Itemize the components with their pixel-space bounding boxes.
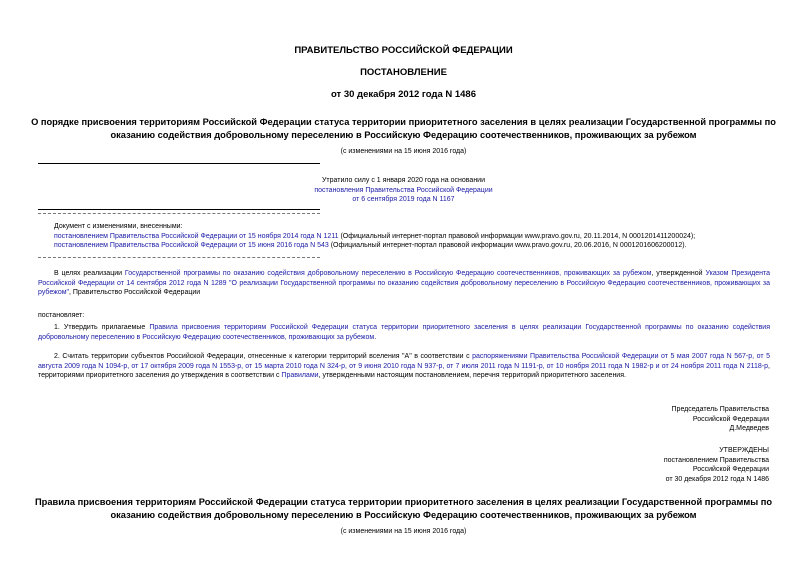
document-title-line1: О порядке присвоения территориям Российской Федерации статуса территории приоритетного заселения в целях реализации Государственной программы по (31, 117, 776, 127)
expired-line1: Утратило силу с 1 января 2020 года на основании (321, 177, 486, 184)
rules-changes-note: (с изменениями на 15 июня 2016 года) (340, 528, 467, 535)
presidential-decree-link[interactable]: Указом Президента Российской Федерации от 14 сентября 2012 года N 1289 "О реализации Государственной программы по оказанию содействия добровольному переселению в Российскую Федерацию соотечественников, проживающих за рубежом" (38, 270, 771, 296)
signature-position: Председатель Правительства (671, 406, 769, 413)
signature-name: Д.Медведев (729, 425, 769, 432)
approval-line: постановлением Правительства (663, 456, 769, 464)
document-title (30, 116, 777, 141)
expired-decree-link[interactable]: постановления Правительства Российской Федерации (314, 186, 493, 194)
changes-note: (с изменениями на 15 июня 2016 года) (340, 148, 467, 155)
government-heading: ПРАВИТЕЛЬСТВО РОССИЙСКОЙ ФЕДЕРАЦИИ (294, 45, 513, 56)
divider (38, 257, 320, 258)
rules-ref-link[interactable]: Правилами (281, 372, 319, 379)
expired-note (0, 176, 807, 205)
amendment-item: постановлением Правительства Российской Федерации от 15 июня 2016 года N 543 (Официальный интернет-портал правовой информации www.pravo.gov.ru, 20.06.2016, N 0001201606200012). (54, 242, 687, 249)
signature-block (500, 405, 769, 434)
item-2-paragraph: 2. Считать территории субъектов Российской Федерации, отнесенные к категории территорий вселения "А" в соответствии с распоряжениями Правительства Российской Федерации от 5 мая 2007 года N 567-р, от 5 августа 2009 года N 1094-р, от 17 октября 2009 года N 1553-р, от 15 марта 2010 года N 324-р, от 9 июня 2010 года N 937-р, от 7 июля 2011 года N 1191-р, от 10 ноября 2011 года N 1982-р и от 24 ноября 2011 года N 2118-р, территориями приоритетного заселения до утверждения в соответствии с Правилами, утвержденными настоящим постановлением, перечня территорий приоритетного заселения. (38, 353, 770, 379)
rules-link[interactable]: Правила присвоения территориям Российской Федерации статуса территории приоритетного заселения в целях реализации Государственной программы по оказанию содействия добровольному переселению в Российскую Федерацию соотечественников, проживающих за рубежом (38, 324, 770, 341)
approval-heading: УТВЕРЖДЕНЫ (719, 447, 769, 454)
amendment-link-2016[interactable]: постановлением Правительства Российской Федерации от 15 июня 2016 года N 543 (54, 242, 329, 249)
state-program-link[interactable]: Государственной программы по оказанию содействия добровольному переселению в Российскую Федерацию соотечественников, проживающих за рубежом (124, 270, 652, 277)
orders-link[interactable]: распоряжениями Правительства Российской Федерации от 5 мая 2007 года N 567-р, от 5 августа 2009 года N 1094-р, от 17 октября 2009 года N 1553-р, от 15 марта 2010 года N 324-р, от 9 июня 2010 года N 937-р, от 7 июля 2011 года N 1191-р, от 10 ноября 2011 года N 1982-р и от 24 ноября 2011 года N 2118-р (38, 353, 770, 370)
rules-title-line1: Правила присвоения территориям Российской Федерации статуса территории приоритетного заселения в целях реализации Государственной программы по (34, 497, 773, 507)
rules-title-line2: оказанию содействия добровольному переселению в Российскую Федерацию соотечественников, проживающих за рубежом (110, 509, 697, 520)
approval-date: от 30 декабря 2012 года N 1486 (665, 475, 769, 483)
document-type: ПОСТАНОВЛЕНИЕ (360, 67, 447, 78)
expired-decree-date-link[interactable]: от 6 сентября 2019 года N 1167 (352, 196, 455, 203)
item-1-paragraph: 1. Утвердить прилагаемые Правила присвоения территориям Российской Федерации статуса территории приоритетного заселения в целях реализации Государственной программы по оказанию содействия добровольному переселению в Российскую Федерацию соотечественников, проживающих за рубежом. (38, 324, 770, 341)
decrees-word: постановляет: (38, 312, 85, 319)
divider (38, 163, 320, 164)
signature-org: Российской Федерации (692, 415, 769, 423)
document-date: от 30 декабря 2012 года N 1486 (330, 89, 476, 100)
preamble-paragraph: В целях реализации Государственной программы по оказанию содействия добровольному переселению в Российскую Федерацию соотечественников, проживающих за рубежом, утвержденной Указом Президента Российской Федерации от 14 сентября 2012 года N 1289 "О реализации Государственной программы по оказанию содействия добровольному переселению в Российскую Федерацию соотечественников, проживающих за рубежом", Правительство Российской Федерации (38, 270, 771, 296)
amendment-link-2014[interactable]: постановлением Правительства Российской Федерации от 15 ноября 2014 года N 1211 (54, 232, 339, 240)
amendments-block (54, 222, 784, 251)
document-title-line2: оказанию содействия добровольному переселению в Российскую Федерацию соотечественников, проживающих за рубежом (110, 129, 697, 140)
approval-block (500, 446, 769, 484)
divider (38, 213, 320, 214)
approval-line: Российской Федерации (692, 466, 769, 473)
rules-title (30, 496, 777, 521)
amendment-item: постановлением Правительства Российской Федерации от 15 ноября 2014 года N 1211 (Официальный интернет-портал правовой информации www.pravo.gov.ru, 20.11.2014, N 0001201411200024); (54, 232, 696, 240)
divider (38, 209, 320, 210)
amendments-intro: Документ с изменениями, внесенными: (54, 223, 183, 230)
